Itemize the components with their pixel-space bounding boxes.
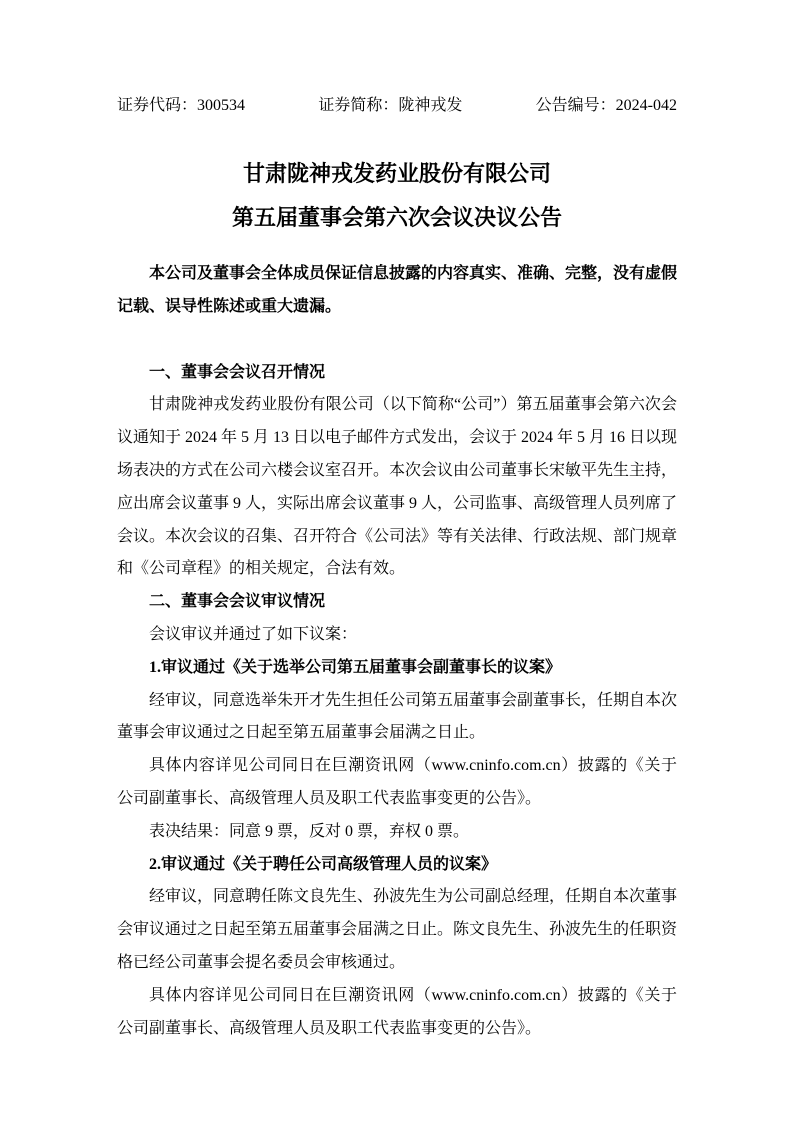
document-header bbox=[117, 96, 677, 116]
item1-heading: 1.审议通过《关于选举公司第五届董事会副董事长的议案》 bbox=[149, 658, 562, 676]
document-content bbox=[117, 96, 677, 1045]
stock-name: 证券简称：陇神戎发 bbox=[318, 97, 463, 114]
item2-paragraph1: 经审议，同意聘任陈文良先生、孙波先生为公司副总经理，任期自本次董事会审议通过之日起至第五届董事会届满之日止。陈文良先生、孙波先生的任职资格已经公司董事会提名委员会审核通过。 bbox=[117, 888, 678, 971]
section2-heading: 二、董事会会议审议情况 bbox=[149, 593, 326, 611]
company-title: 甘肃陇神戎发药业股份有限公司 bbox=[242, 161, 551, 186]
section1-heading: 一、董事会会议召开情况 bbox=[149, 363, 326, 381]
item1-vote-result: 表决结果：同意 9 票，反对 0 票，弃权 0 票。 bbox=[149, 822, 470, 840]
item1-paragraph2: 具体内容详见公司同日在巨潮资讯网（www.cninfo.com.cn）披露的《关于公司副董事长、高级管理人员及职工代表监事变更的公告》。 bbox=[117, 757, 677, 807]
item2-paragraph2: 具体内容详见公司同日在巨潮资讯网（www.cninfo.com.cn）披露的《关于公司副董事长、高级管理人员及职工代表监事变更的公告》。 bbox=[117, 986, 677, 1037]
stock-code: 证券代码：300534 bbox=[117, 97, 246, 114]
section2-intro: 会议审议并通过了如下议案： bbox=[149, 625, 358, 643]
title-block bbox=[117, 152, 677, 240]
announcement-number: 公告编号：2024-042 bbox=[535, 97, 677, 114]
item2-heading: 2.审议通过《关于聘任公司高级管理人员的议案》 bbox=[149, 855, 498, 873]
item1-paragraph1: 经审议，同意选举朱开才先生担任公司第五届董事会副董事长，任期自本次董事会审议通过之日起至第五届董事会届满之日止。 bbox=[117, 691, 678, 742]
section1-paragraph: 甘肃陇神戎发药业股份有限公司（以下简称“公司”）第五届董事会第六次会议通知于 2024 年 5 月 13 日以电子邮件方式发出，会议于 2024 年 5 月 16 日以现场表决的方式在公司六楼会议室召开。本次会议由公司董事长宋敏平先生主持，应出席会议董事 9 人，实际出席会议董事 9 人，公司监事、高级管理人员列席了会议。本次会议的召集、召开符合《公司法》等有关法律、行政法规、部门规章和《公司章程》的相关规定，合法有效。 bbox=[117, 396, 678, 578]
announcement-title: 第五届董事会第六次会议决议公告 bbox=[231, 205, 562, 230]
disclaimer-statement: 本公司及董事会全体成员保证信息披露的内容真实、准确、完整，没有虚假记载、误导性陈述或重大遗漏。 bbox=[117, 265, 678, 315]
